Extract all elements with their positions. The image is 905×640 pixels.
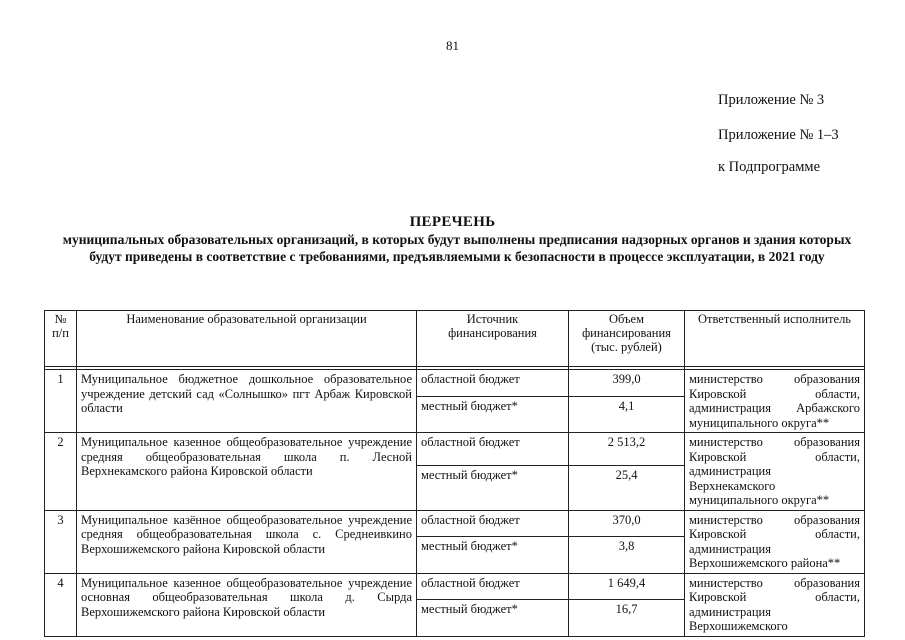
responsible-executor: министерство образования Кировской области, администрация Арбажского муниципального округа** <box>685 370 865 433</box>
organizations-table <box>44 310 865 637</box>
funding-source: областной бюджет <box>417 433 569 466</box>
funding-amount: 370,0 <box>569 510 685 537</box>
funding-amount: 1 649,4 <box>569 573 685 600</box>
table-row <box>45 510 865 537</box>
funding-source: областной бюджет <box>417 510 569 537</box>
funding-source: местный бюджет* <box>417 465 569 510</box>
appendix-line-3: к Подпрограмме <box>718 159 821 175</box>
row-number: 4 <box>45 573 77 636</box>
funding-amount: 25,4 <box>569 465 685 510</box>
table-row <box>45 573 865 600</box>
funding-source: местный бюджет* <box>417 537 569 573</box>
appendix-line-2: Приложение № 1–3 <box>718 127 839 143</box>
funding-amount: 16,7 <box>569 600 685 636</box>
appendix-line-1: Приложение № 3 <box>718 92 825 108</box>
page-number: 81 <box>446 38 459 53</box>
funding-amount: 3,8 <box>569 537 685 573</box>
funding-source: областной бюджет <box>417 370 569 397</box>
table-row <box>45 433 865 466</box>
funding-source: местный бюджет* <box>417 600 569 636</box>
header-responsible: Ответственный исполнитель <box>685 311 865 367</box>
header-num: № п/п <box>45 311 77 367</box>
document-subtitle: муниципальных образовательных организаций, в которых будут выполнены предписания надзорных органов и здания которых будут приведены в соответствие с требованиями, предъявляемыми к безопасности в процессе эксплуатации, в 2021 году <box>62 232 852 264</box>
funding-source: местный бюджет* <box>417 396 569 432</box>
funding-amount: 4,1 <box>569 396 685 432</box>
header-source: Источник финансирования <box>417 311 569 367</box>
header-amount: Объем финансирования (тыс. рублей) <box>569 311 685 367</box>
funding-source: областной бюджет <box>417 573 569 600</box>
responsible-executor: министерство образования Кировской области, администрация Верхнекамского муниципального округа** <box>685 433 865 511</box>
table-row <box>45 370 865 397</box>
organization-name: Муниципальное казенное общеобразовательное учреждение основная общеобразовательная школа д. Сырда Верхошижемского района Кировской области <box>77 573 417 636</box>
row-number: 1 <box>45 370 77 433</box>
row-number: 3 <box>45 510 77 573</box>
header-name: Наименование образовательной организации <box>77 311 417 367</box>
organization-name: Муниципальное казенное общеобразовательное учреждение средняя общеобразовательная школа п. Лесной Верхнекамского района Кировской области <box>77 433 417 511</box>
funding-amount: 2 513,2 <box>569 433 685 466</box>
row-number: 2 <box>45 433 77 511</box>
responsible-executor: министерство образования Кировской области, администрация Верхошижемского <box>685 573 865 636</box>
organization-name: Муниципальное казённое общеобразовательное учреждение средняя общеобразовательная школа с. Среднеивкино Верхошижемского района Кировской области <box>77 510 417 573</box>
organization-name: Муниципальное бюджетное дошкольное образовательное учреждение детский сад «Солнышко» пгт Арбаж Кировской области <box>77 370 417 433</box>
funding-amount: 399,0 <box>569 370 685 397</box>
table-header-row <box>45 311 865 367</box>
responsible-executor: министерство образования Кировской области, администрация Верхошижемского района** <box>685 510 865 573</box>
document-title: ПЕРЕЧЕНЬ <box>409 214 496 230</box>
